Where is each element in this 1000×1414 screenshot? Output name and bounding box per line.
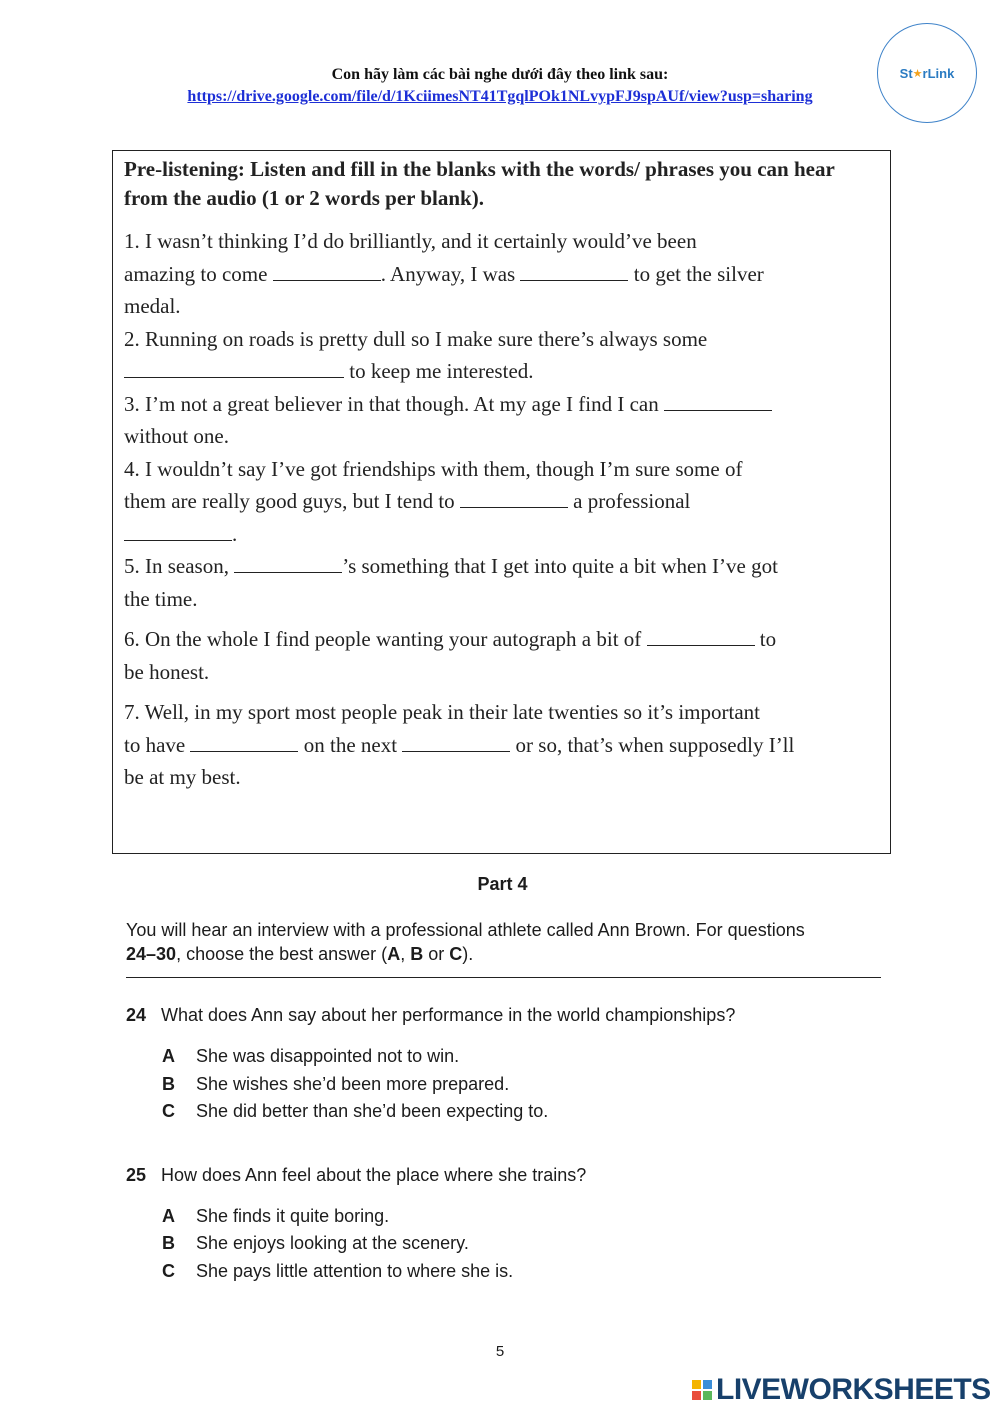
item-text: to have xyxy=(124,732,191,757)
part-intro xyxy=(126,918,896,966)
item-7-line-2 xyxy=(124,729,880,762)
q24-option-c[interactable] xyxy=(162,1101,548,1122)
item-text: . xyxy=(232,521,238,546)
blank-1a[interactable] xyxy=(273,260,381,281)
item-5-line-2 xyxy=(124,583,880,616)
item-text: be honest. xyxy=(124,659,210,684)
item-text: 3. I’m not a great believer in that though. At my age I find I can xyxy=(124,391,665,416)
question-number: 24 xyxy=(126,1005,147,1025)
intro-text: ). xyxy=(462,944,474,964)
option-letter: C xyxy=(162,1101,175,1121)
option-text: She did better than she’d been expecting to. xyxy=(196,1101,549,1121)
liveworksheets-wordmark: LIVEWORKSHEETS xyxy=(716,1373,991,1406)
option-a-ref: A xyxy=(387,944,401,964)
item-text: 2. Running on roads is pretty dull so I make sure there’s always some xyxy=(124,326,708,351)
question-text: How does Ann feel about the place where she trains? xyxy=(161,1165,587,1185)
blank-2[interactable] xyxy=(124,357,344,378)
option-text: She pays little attention to where she is. xyxy=(196,1261,514,1281)
item-text: the time. xyxy=(124,586,198,611)
option-letter: B xyxy=(162,1074,175,1094)
question-number: 25 xyxy=(126,1165,147,1185)
q25-option-a[interactable] xyxy=(162,1206,389,1227)
item-1-line-2 xyxy=(124,258,880,291)
item-1-line-3 xyxy=(124,290,880,323)
listening-instruction: Con hãy làm các bài nghe dưới đây theo link sau: xyxy=(331,66,669,83)
option-b-ref: B xyxy=(410,944,424,964)
item-text: 1. I wasn’t thinking I’d do brilliantly, and it certainly would’ve been xyxy=(124,229,697,253)
item-6-line-1 xyxy=(124,623,880,656)
pre-listening-title: Pre-listening: Listen and fill in the blanks with the words/ phrases you can hear from the audio (1 or 2 words per blank). xyxy=(124,157,835,210)
item-text: on the next xyxy=(298,732,403,757)
item-text: a professional xyxy=(567,489,691,513)
item-6-line-2 xyxy=(124,656,880,689)
option-c-ref: C xyxy=(449,944,463,964)
item-1-line-1 xyxy=(124,225,880,258)
item-2-line-2 xyxy=(124,355,880,388)
option-letter: A xyxy=(162,1046,175,1066)
question-24 xyxy=(126,1005,735,1026)
item-text: be at my best. xyxy=(124,765,241,789)
option-letter: A xyxy=(162,1206,175,1226)
liveworksheets-logo-icon xyxy=(692,1380,712,1400)
item-text: 6. On the whole I find people wanting your autograph a bit of xyxy=(124,627,647,651)
q24-option-b[interactable] xyxy=(162,1074,509,1095)
item-2-line-1 xyxy=(124,323,880,356)
logo-block xyxy=(703,1380,712,1389)
liveworksheets-watermark xyxy=(692,1373,991,1407)
page-header xyxy=(0,64,1000,108)
intro-text: You will hear an interview with a professional athlete called Ann Brown. For questions xyxy=(126,920,805,940)
logo-block xyxy=(692,1391,701,1400)
item-7-line-1 xyxy=(124,696,880,729)
q24-option-a[interactable] xyxy=(162,1046,459,1067)
blank-3[interactable] xyxy=(664,390,772,411)
item-text: 5. In season, xyxy=(124,554,235,578)
option-letter: B xyxy=(162,1233,175,1253)
option-text: She wishes she’d been more prepared. xyxy=(196,1074,510,1094)
star-icon: ★ xyxy=(912,67,923,80)
option-text: She enjoys looking at the scenery. xyxy=(196,1233,469,1253)
item-text: ’s something that I get into quite a bit when I’ve got xyxy=(342,554,778,578)
item-text: without one. xyxy=(124,424,229,448)
item-7-line-3 xyxy=(124,761,880,794)
item-text: 4. I wouldn’t say I’ve got friendships with them, though I’m sure some of xyxy=(124,456,743,481)
item-3-line-1 xyxy=(124,388,880,421)
option-text: She was disappointed not to win. xyxy=(196,1046,460,1066)
audio-drive-link[interactable]: https://drive.google.com/file/d/1KciimesNT41TgqlPOk1NLvypFJ9spAUf/view?usp=sharing xyxy=(187,88,813,105)
blank-4b[interactable] xyxy=(124,520,232,541)
item-text: medal. xyxy=(124,294,181,318)
logo-text-start: St xyxy=(899,65,913,81)
item-4-line-2 xyxy=(124,485,880,518)
blank-6[interactable] xyxy=(647,625,755,646)
item-text: . Anyway, I was xyxy=(380,261,521,286)
blank-7b[interactable] xyxy=(402,731,510,752)
item-3-line-2 xyxy=(124,420,880,453)
item-5-line-1 xyxy=(124,550,880,583)
intro-text: , choose the best answer ( xyxy=(176,944,388,964)
question-text: What does Ann say about her performance in the world championships? xyxy=(161,1005,736,1025)
starlink-logo xyxy=(877,23,977,123)
intro-text: , xyxy=(400,944,411,964)
option-letter: C xyxy=(162,1261,175,1281)
item-text: them are really good guys, but I tend to xyxy=(124,489,460,513)
logo-block xyxy=(703,1391,712,1400)
blank-5[interactable] xyxy=(234,552,342,573)
page-number: 5 xyxy=(495,1343,505,1360)
blank-7a[interactable] xyxy=(190,731,298,752)
q25-option-c[interactable] xyxy=(162,1261,513,1282)
blank-4a[interactable] xyxy=(460,487,568,508)
item-text: 7. Well, in my sport most people peak in their late twenties so it’s important xyxy=(124,700,760,724)
divider xyxy=(126,977,881,978)
item-text: to xyxy=(754,627,777,651)
logo-block xyxy=(692,1380,701,1389)
item-4-line-3 xyxy=(124,518,880,551)
item-text: amazing to come xyxy=(124,261,273,286)
question-25 xyxy=(126,1165,586,1186)
intro-text: or xyxy=(423,944,450,964)
blank-1b[interactable] xyxy=(520,260,628,281)
item-text: or so, that’s when supposedly I’ll xyxy=(510,732,795,757)
pre-listening-box xyxy=(112,150,891,854)
q25-option-b[interactable] xyxy=(162,1233,469,1254)
item-text: to keep me interested. xyxy=(344,359,534,383)
option-text: She finds it quite boring. xyxy=(196,1206,390,1226)
part-title: Part 4 xyxy=(477,874,528,894)
logo-text-end: rLink xyxy=(922,65,955,81)
question-range: 24–30 xyxy=(126,944,177,964)
item-4-line-1 xyxy=(124,453,880,486)
item-text: to get the silver xyxy=(628,261,764,286)
